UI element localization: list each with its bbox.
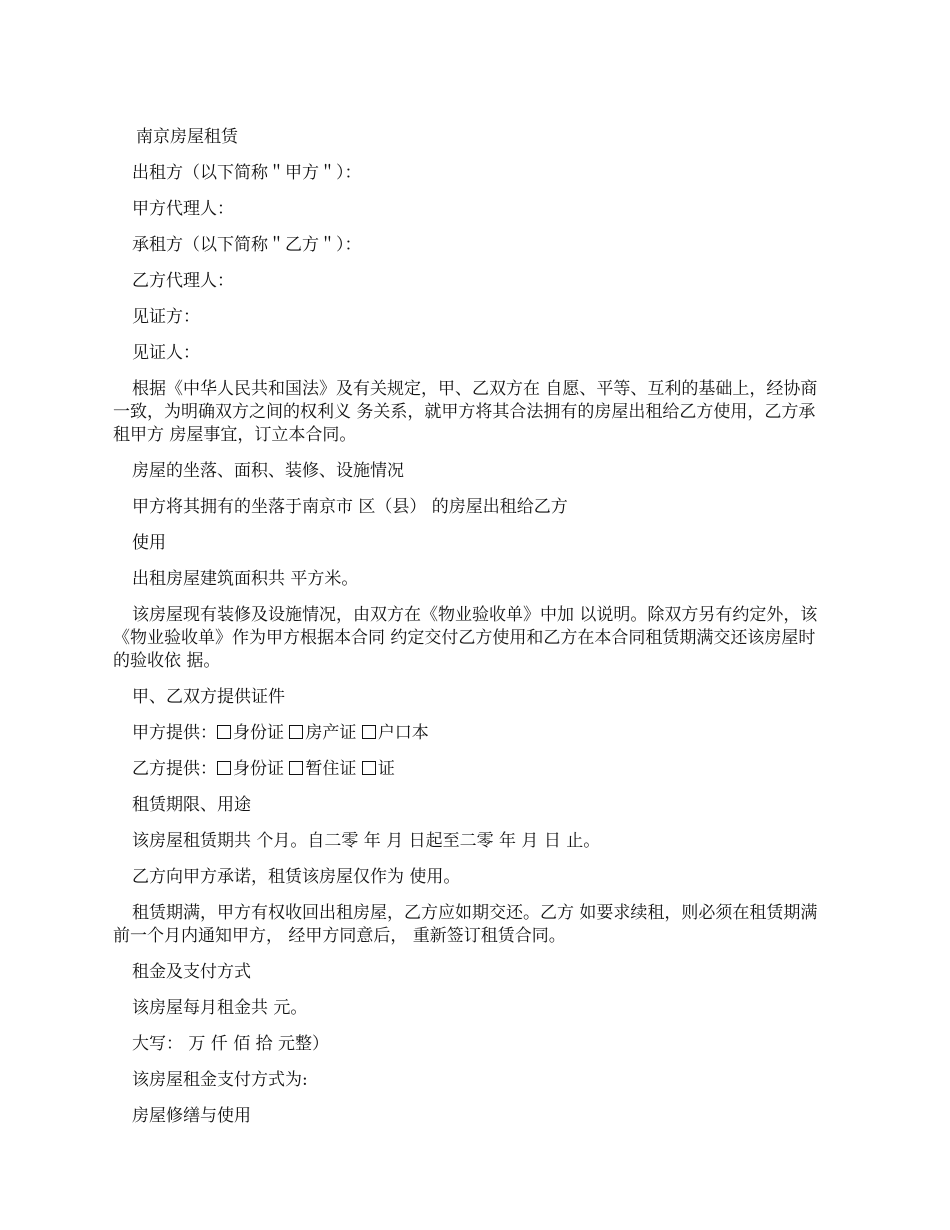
rent-capital-line: 大写： 万 仟 佰 拾 元整） bbox=[132, 1034, 330, 1054]
decoration-paragraph: 该房屋现有装修及设施情况，由双方在《物业验收单》中加 以说明。除双方另有约定外，该《物业验收单》作为甲方根据本合同 约定交付乙方使用和乙方在本合同租赁期满交还该房屋时的验收依 据。 bbox=[113, 605, 818, 671]
payment-paragraph: 该房屋租金支付方式为: bbox=[132, 1070, 308, 1090]
witness-party-line: 见证方： bbox=[132, 307, 200, 327]
checkbox-icon[interactable] bbox=[217, 761, 231, 775]
section-heading-term: 租赁期限、用途 bbox=[132, 795, 251, 815]
lessee-agent-line: 乙方代理人： bbox=[132, 271, 234, 291]
document-title: 南京房屋租赁 bbox=[136, 127, 238, 147]
checkbox-icon[interactable] bbox=[362, 761, 376, 775]
lessee-documents-line bbox=[113, 758, 825, 781]
lessee-doc-item: 身份证 bbox=[233, 759, 284, 779]
lessee-doc-item: 证 bbox=[377, 759, 395, 779]
document-body bbox=[113, 126, 825, 1141]
section-heading-repair: 房屋修缮与使用 bbox=[132, 1106, 251, 1126]
lessor-line: 出租方（以下简称＂甲方＂）： bbox=[132, 163, 362, 183]
lessor-doc-item: 身份证 bbox=[233, 723, 284, 743]
lessor-doc-item: 房产证 bbox=[305, 723, 357, 743]
lessor-documents-line bbox=[113, 722, 825, 745]
section-heading-location: 房屋的坐落、面积、装修、设施情况 bbox=[132, 461, 404, 481]
renewal-paragraph: 租赁期满，甲方有权收回出租房屋，乙方应如期交还。乙方 如要求续租，则必须在租赁期满前一个月内通知甲方， 经甲方同意后， 重新签订租赁合同。 bbox=[113, 903, 818, 946]
checkbox-icon[interactable] bbox=[289, 761, 303, 775]
term-paragraph: 该房屋租赁期共 个月。自二零 年 月 日起至二零 年 月 日 止。 bbox=[132, 831, 601, 851]
lessor-doc-item: 户口本 bbox=[377, 723, 429, 743]
location-use-line: 使用 bbox=[132, 533, 166, 553]
use-paragraph: 乙方向甲方承诺，租赁该房屋仅作为 使用。 bbox=[132, 867, 461, 887]
section-heading-rent: 租金及支付方式 bbox=[132, 962, 251, 982]
checkbox-icon[interactable] bbox=[362, 725, 376, 739]
section-heading-documents: 甲、乙双方提供证件 bbox=[132, 687, 285, 707]
location-paragraph: 甲方将其拥有的坐落于南京市 区（县） 的房屋出租给乙方 bbox=[132, 497, 568, 517]
lessor-documents-label: 甲方提供： bbox=[132, 723, 217, 743]
checkbox-icon[interactable] bbox=[289, 725, 303, 739]
checkbox-icon[interactable] bbox=[217, 725, 231, 739]
lessee-doc-item: 暂住证 bbox=[305, 759, 357, 779]
area-paragraph: 出租房屋建筑面积共 平方米。 bbox=[132, 569, 359, 589]
lessor-agent-line: 甲方代理人： bbox=[132, 199, 234, 219]
lessee-documents-label: 乙方提供： bbox=[132, 759, 217, 779]
rent-paragraph: 该房屋每月租金共 元。 bbox=[132, 998, 308, 1018]
lessee-line: 承租方（以下简称＂乙方＂）： bbox=[132, 235, 362, 255]
witness-person-line: 见证人： bbox=[132, 343, 200, 363]
preamble-paragraph: 根据《中华人民共和国法》及有关规定，甲、乙双方在 自愿、平等、互利的基础上，经协商一致，为明确双方之间的权利义 务关系，就甲方将其合法拥有的房屋出租给乙方使用，乙方承租甲方 房屋事宜，订立本合同。 bbox=[113, 379, 818, 445]
